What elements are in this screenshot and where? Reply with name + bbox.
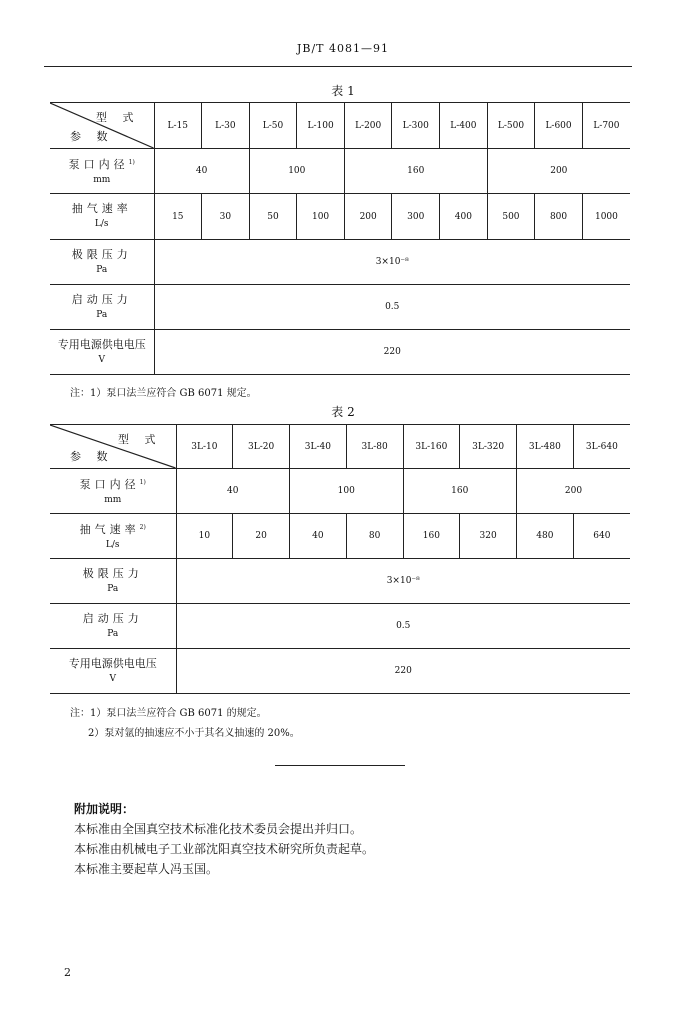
table1-inlet-value: 200 (487, 149, 630, 194)
table1-volt-value: 220 (154, 330, 630, 375)
table1-speed-value: 200 (344, 194, 392, 240)
table1-speed-value: 50 (249, 194, 297, 240)
table1-speed-value: 300 (392, 194, 440, 240)
header-rule (44, 66, 632, 67)
table1-start-value: 0.5 (154, 285, 630, 330)
table2-model: 3L-160 (403, 425, 460, 469)
table1-speed-value: 15 (154, 194, 202, 240)
table1-model: L-15 (154, 103, 202, 149)
table2-speed-value: 160 (403, 514, 460, 559)
table1 (50, 102, 630, 375)
table1-model: L-300 (392, 103, 440, 149)
table2-speed-value: 80 (346, 514, 403, 559)
table2-note-2: 2）泵对氩的抽速应不小于其名义抽速的 20%。 (88, 728, 300, 739)
table2-limit-param: 极限压力 Pa (50, 559, 176, 604)
table1-inlet-param: 泵口内径$^{1)}$ mm (50, 149, 154, 194)
table1-volt-param: 专用电源供电电压 V (50, 330, 154, 375)
table1-model: L-200 (344, 103, 392, 149)
table1-speed-value: 500 (487, 194, 535, 240)
table1-corner-cell (50, 103, 154, 149)
section-divider (275, 765, 405, 766)
table1-speed-value: 1000 (582, 194, 630, 240)
table1-model: L-100 (297, 103, 345, 149)
additional-line-1: 本标准由全国真空技术标准化技术委员会提出并归口。 (74, 822, 363, 836)
table1-speed-value: 800 (535, 194, 583, 240)
table1-speed-param: 抽气速率 L/s (50, 194, 154, 240)
table1-speed-value: 30 (202, 194, 250, 240)
table1-inlet-value: 100 (249, 149, 344, 194)
table2-inlet-value: 200 (517, 469, 631, 514)
table1-model: L-700 (582, 103, 630, 149)
additional-line-3: 本标准主要起草人冯玉国。 (74, 862, 219, 876)
table2-model: 3L-20 (233, 425, 290, 469)
table2-corner-cell (50, 425, 176, 469)
table1-model: L-50 (249, 103, 297, 149)
table2-speed-value: 20 (233, 514, 290, 559)
table2-inlet-value: 160 (403, 469, 517, 514)
table2-inlet-value: 40 (176, 469, 290, 514)
table1-type-label: 型 式 (96, 111, 140, 124)
table2-inlet-param: 泵口内径$^{1)}$ mm (50, 469, 176, 514)
table2-volt-value: 220 (176, 649, 630, 694)
table1-note: 注：1）泵口法兰应符合 GB 6071 规定。 (70, 388, 257, 399)
table2-param-label: 参 数 (70, 450, 114, 463)
table2-type-label: 型 式 (118, 433, 162, 446)
table2-speed-value: 480 (517, 514, 574, 559)
table2-volt-param: 专用电源供电电压 V (50, 649, 176, 694)
table2-speed-value: 10 (176, 514, 233, 559)
table1-model: L-400 (440, 103, 488, 149)
table2-speed-value: 320 (460, 514, 517, 559)
table2-start-param: 启动压力 Pa (50, 604, 176, 649)
table2-note-1: 注：1）泵口法兰应符合 GB 6071 的规定。 (70, 708, 267, 719)
table1-inlet-value: 40 (154, 149, 249, 194)
table1-caption: 表 1 (331, 84, 355, 98)
table2-model: 3L-640 (573, 425, 630, 469)
table2-caption: 表 2 (331, 405, 355, 419)
page-header: JB/T 4081—91 (296, 42, 390, 55)
table1-inlet-value: 160 (344, 149, 487, 194)
additional-title: 附加说明： (74, 802, 135, 816)
table1-start-param: 启动压力 Pa (50, 285, 154, 330)
table2-speed-value: 40 (290, 514, 347, 559)
table2-model: 3L-40 (290, 425, 347, 469)
table1-limit-value: 3×10⁻⁸ (154, 240, 630, 285)
table1-model: L-500 (487, 103, 535, 149)
table1-limit-param: 极限压力 Pa (50, 240, 154, 285)
table1-speed-value: 100 (297, 194, 345, 240)
table1-model: L-30 (202, 103, 250, 149)
table2-model: 3L-320 (460, 425, 517, 469)
additional-line-2: 本标准由机械电子工业部沈阳真空技术研究所负责起草。 (74, 842, 375, 856)
table2-start-value: 0.5 (176, 604, 630, 649)
table2 (50, 424, 630, 694)
table2-model: 3L-80 (346, 425, 403, 469)
table2-inlet-value: 100 (290, 469, 404, 514)
table1-model: L-600 (535, 103, 583, 149)
table2-model: 3L-480 (517, 425, 574, 469)
page-number: 2 (64, 966, 71, 979)
table1-speed-value: 400 (440, 194, 488, 240)
table2-limit-value: 3×10⁻⁸ (176, 559, 630, 604)
table1-param-label: 参 数 (70, 130, 114, 143)
table2-speed-value: 640 (573, 514, 630, 559)
table2-model: 3L-10 (176, 425, 233, 469)
table2-speed-param: 抽气速率$^{2)}$ L/s (50, 514, 176, 559)
